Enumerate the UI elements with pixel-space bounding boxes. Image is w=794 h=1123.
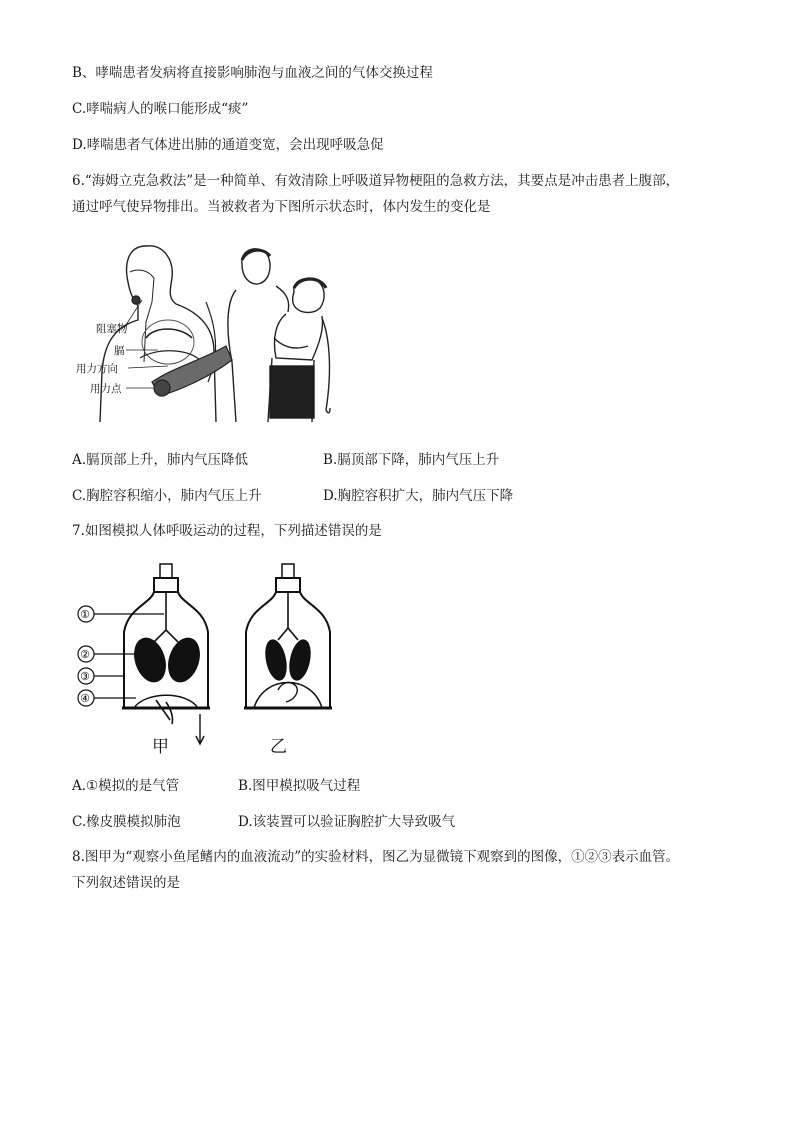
q7-bell-jar-figure (74, 556, 344, 766)
q7-option-c: C.橡皮膜模拟肺泡 (72, 814, 181, 830)
q6-option-c: C.胸腔容积缩小，肺内气压上升 (72, 488, 262, 504)
label-force-direction: 用力方向 (76, 363, 118, 375)
label-force-point: 用力点 (90, 383, 122, 395)
caption-yi: 乙 (270, 737, 287, 757)
q8-stem-line-2: 下列叙述错误的是 (72, 875, 180, 891)
marker-2: ② (80, 648, 90, 661)
q6-heimlich-figure (76, 242, 338, 426)
q6-stem-line-1: 6.“海姆立克急救法”是一种简单、有效清除上呼吸道异物梗阻的急救方法，其要点是冲击患者上腹部， (72, 173, 680, 189)
q7-option-a: A.①模拟的是气管 (72, 778, 180, 794)
q7-option-b: B.图甲模拟吸气过程 (238, 778, 361, 794)
label-obstruction: 阻塞物 (96, 323, 128, 335)
q7-option-d: D.该装置可以验证胸腔扩大导致吸气 (238, 814, 456, 830)
q5-option-c: C.哮喘病人的喉口能形成“痰” (72, 101, 249, 117)
marker-3: ③ (80, 670, 90, 683)
q5-option-d: D.哮喘患者气体进出肺的通道变宽，会出现呼吸急促 (72, 137, 384, 153)
q6-stem-line-2: 通过呼气使异物排出。当被救者为下图所示状态时，体内发生的变化是 (72, 199, 491, 215)
q6-option-d: D.胸腔容积扩大，肺内气压下降 (323, 488, 514, 504)
q6-option-b: B.膈顶部下降，肺内气压上升 (323, 452, 500, 468)
caption-jia: 甲 (152, 737, 169, 757)
marker-4: ④ (80, 692, 90, 705)
q5-option-b: B、哮喘患者发病将直接影响肺泡与血液之间的气体交换过程 (72, 65, 433, 81)
label-diaphragm: 膈 (114, 345, 125, 357)
bell-jar-yi (244, 564, 332, 708)
q7-stem: 7.如图模拟人体呼吸运动的过程，下列描述错误的是 (72, 523, 382, 539)
rescuer-patient-illustration (228, 249, 330, 422)
bell-jar-jia (122, 564, 210, 724)
q6-option-a: A.膈顶部上升，肺内气压降低 (72, 452, 249, 468)
rescuer-arm-illustration (152, 302, 232, 396)
q8-stem-line-1: 8.图甲为“观察小鱼尾鳍内的血液流动”的实验材料，图乙为显微镜下观察到的图像，①②③表示血管。 (72, 849, 680, 865)
marker-1: ① (80, 608, 90, 621)
